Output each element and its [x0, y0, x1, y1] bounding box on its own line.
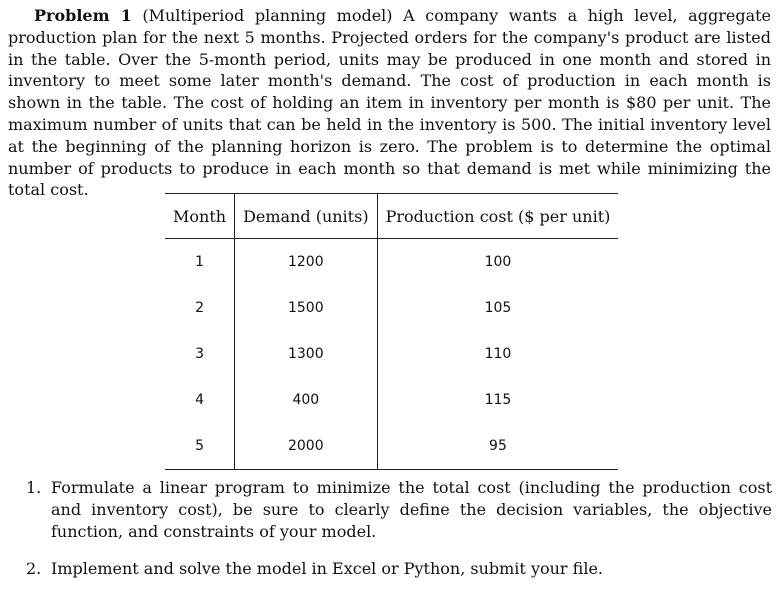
problem-title: Problem 1	[34, 6, 132, 25]
task-text: Formulate a linear program to minimize the total cost (including the production cost and inventory cost), be sure to clearly define the decision variables, the objective function, and constraints of your model.	[51, 478, 772, 541]
cell-demand: 1500	[235, 285, 378, 331]
table-row	[165, 285, 618, 331]
cell-month: 1	[165, 239, 235, 286]
table-row	[165, 239, 618, 286]
table-row	[165, 377, 618, 423]
task-text: Implement and solve the model in Excel or Python, submit your file.	[51, 559, 603, 579]
cell-cost: 100	[484, 254, 512, 270]
cell-demand: 400	[235, 377, 378, 423]
task-number: 1.	[26, 478, 42, 497]
data-table-container	[165, 193, 615, 470]
cell-month: 5	[165, 423, 235, 470]
problem-statement	[8, 5, 771, 201]
task-item	[26, 558, 772, 580]
cell-month: 4	[165, 377, 235, 423]
problem-subtitle: (Multiperiod planning model)	[142, 6, 393, 25]
header-production-cost: Production cost ($ per unit)	[377, 194, 618, 239]
table-row	[165, 331, 618, 377]
table-row	[165, 423, 618, 470]
cell-month: 2	[165, 285, 235, 331]
cell-demand: 1300	[235, 331, 378, 377]
cell-demand: 1200	[235, 239, 378, 286]
table-header-row	[165, 194, 618, 239]
cell-cost: 110	[484, 346, 512, 362]
cell-cost: 105	[484, 300, 512, 316]
data-table	[165, 193, 618, 470]
header-month: Month	[165, 194, 235, 239]
cell-cost: 115	[484, 392, 512, 408]
cell-month: 3	[165, 331, 235, 377]
problem-body: A company wants a high level, aggregate production plan for the next 5 months. Projected orders for the company's product are listed in the table. Over the 5-month period, units may be produced in one month and stored in inventory to meet some later month's demand. The cost of production in each month is shown in the table. The cost of holding an item in inventory per month is $80 per unit. The maximum number of units that can be held in the inventory is 500. The initial inventory level at the beginning of the planning horizon is zero. The problem is to determine the optimal number of products to produce in each month so that demand is met while minimizing the total cost.	[8, 6, 772, 200]
header-demand: Demand (units)	[235, 194, 378, 239]
cell-cost: 95	[377, 423, 618, 470]
task-number: 2.	[26, 559, 42, 579]
task-list	[26, 477, 772, 596]
cell-demand: 2000	[235, 423, 378, 470]
task-item	[26, 477, 772, 542]
